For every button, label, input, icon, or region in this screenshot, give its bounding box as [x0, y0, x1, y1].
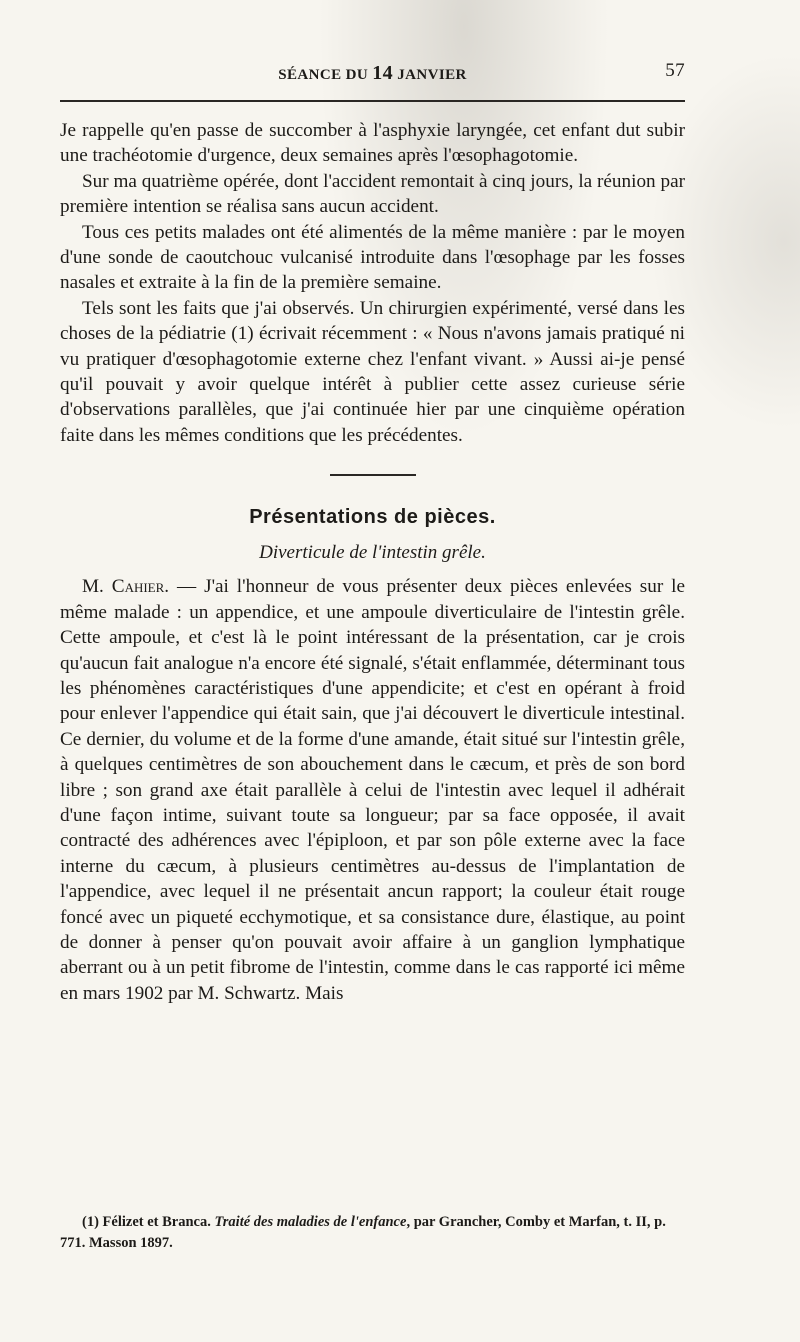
footnote-lead: (1) Félizet et Branca. [82, 1214, 211, 1230]
header-title [60, 62, 685, 85]
footnote-book-title: Traité des maladies de l'enfance [214, 1214, 407, 1230]
body-text [60, 118, 685, 1006]
footnote-rest: , par Grancher, Comby et Marfan, t. II, p. 771. Masson 1897. [60, 1214, 666, 1251]
paragraph-alimentation: Tous ces petits malades ont été alimentés de la même manière : par le moyen d'une sonde de caoutchouc vulcanisé introduite dans l'œsophage par les fosses nasales et extraite à la fin de la première semaine. [60, 221, 685, 294]
section-title: Présentations de pièces. [249, 506, 496, 529]
header-rule [60, 100, 685, 102]
paragraph-asphyxie: Je rappelle qu'en passe de succomber à l'asphyxie laryngée, cet enfant dut subir une trachéotomie d'urgence, deux semaines après l'œsophagotomie. [60, 120, 685, 167]
paragraph-cahier [60, 574, 685, 1006]
header-day: 14 [372, 62, 394, 84]
paragraph-quatrieme-operee: Sur ma quatrième opérée, dont l'accident remontait à cinq jours, la réunion par première intention se réalisa sans aucun accident. [60, 170, 685, 218]
section-separator [330, 474, 416, 476]
paragraph-faits-observes: Tels sont les faits que j'ai observés. Un chirurgien expérimenté, versé dans les choses de la pédiatrie (1) écrivait récemment : « Nous n'avons jamais pratiqué ni vu pratiquer d'œsophagotomie externe chez l'enfant vivant. » Aussi ai-je pensé qu'il pouvait y avoir quelque intérêt à publier cette assez curieuse série d'observations parallèles, que j'ai continuée hier par une cinquième opération faite dans les mêmes conditions que les précédentes. [60, 297, 685, 446]
header-month: JANVIER [397, 67, 467, 83]
speaker-name: Cahier. [111, 576, 170, 598]
running-header [60, 62, 685, 86]
page-number: 57 [665, 60, 685, 81]
section-subtitle: Diverticule de l'intestin grêle. [259, 542, 486, 564]
header-title-prefix: SÉANCE DU [278, 67, 369, 83]
paragraph-cahier-text: — J'ai l'honneur de vous présenter deux pièces enlevées sur le même malade : un appendice, et une ampoule diverticulaire de l'intestin grêle. Cette ampoule, et c'est là le point intéressant de la présentation, car je crois qu'aucun fait analogue n'a encore été signalé, s'était enflammée, déterminant tous les phénomènes caractéristiques d'une appendicite; et c'est en opérant à froid pour enlever l'appendice qui était sain, que j'ai découvert le diverticule intestinal. Ce dernier, du volume et de la forme d'une amande, était situé sur l'intestin grêle, à quelques centimètres de son abouchement dans le cæcum, et près de son bord libre ; son grand axe était parallèle à celui de l'intestin avec lequel il adhérait d'une façon intime, suivant toute sa longueur; par sa face opposée, il avait contracté des adhérences avec l'épiploon, et par son pôle externe avec la face interne du cæcum, à plusieurs centimètres au-dessus de l'implantation de l'appendice, avec lequel il ne présentait ancun rapport; la couleur était rouge foncé avec un piqueté ecchymotique, et sa consistance dure, élastique, au point de donner à penser qu'on pouvait avoir affaire à un ganglion lymphatique aberrant ou à un petit fibrome de l'intestin, comme dans le cas rapporté ici même en mars 1902 par M. Schwartz. Mais [60, 576, 686, 1004]
footnote [60, 1212, 685, 1254]
speaker-prefix: M. [82, 576, 104, 598]
